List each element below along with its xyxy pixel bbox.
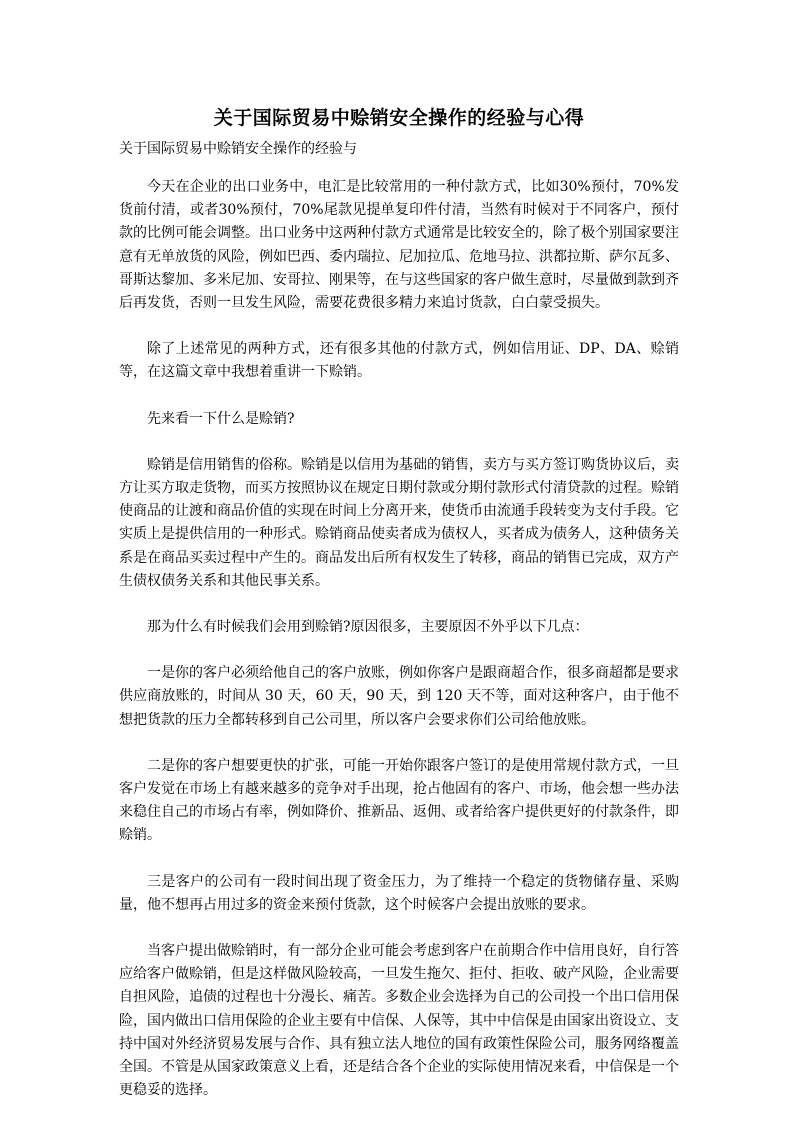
paragraph-8: 三是客户的公司有一段时间出现了资金压力，为了维持一个稳定的货物储存量、采购量，他不想再占用过多的资金来预付货款，这个时候客户会提出放账的要求。 (119, 873, 679, 913)
paragraph-2: 除了上述常见的两种方式，还有很多其他的付款方式，例如信用证、DP、DA、赊销等，在这篇文章中我想着重讲一下赊销。 (119, 341, 679, 381)
paragraph-4: 赊销是信用销售的俗称。赊销是以信用为基础的销售，卖方与买方签订购货协议后，卖方让买方取走货物，而买方按照协议在规定日期付款或分期付款形式付清贷款的过程。赊销使商品的让渡和商品价值的实现在时间上分离开来，使货币由流通手段转变为支付手段。它实质上是提供信用的一种形式。赊销商品使卖者成为债权人，买者成为债务人，这种债务关系是在商品买卖过程中产生的。商品发出后所有权发生了转移，商品的销售已完成，双方产生债权债务关系和其他民事关系。 (119, 456, 679, 589)
paragraph-3: 先来看一下什么是赊销? (147, 410, 295, 427)
document-subtitle: 关于国际贸易中赊销安全操作的经验与 (119, 141, 357, 157)
paragraph-1: 今天在企业的出口业务中，电汇是比较常用的一种付款方式，比如30%预付，70%发货前付清，或者30%预付，70%尾款见提单复印件付清，当然有时候对于不同客户，预付款的比例可能会调整。出口业务中这两种付款方式通常是比较安全的，除了极个别国家要注意有无单放货的风险，例如巴西、委内瑞拉、尼加拉瓜、危地马拉、洪都拉斯、萨尔瓦多、哥斯达黎加、多米尼加、安哥拉、刚果等，在与这些国家的客户做生意时，尽量做到款到齐后再发货，否则一旦发生风险，需要花费很多精力来追讨货款，白白蒙受损失。 (119, 179, 679, 312)
document-page (119, 104, 679, 1126)
paragraph-5: 那为什么有时候我们会用到赊销?原因很多，主要原因不外乎以下几点： (147, 619, 589, 636)
paragraph-9: 当客户提出做赊销时，有一部分企业可能会考虑到客户在前期合作中信用良好，自行答应给客户做赊销，但是这样做风险较高，一旦发生拖欠、拒付、拒收、破产风险，企业需要自担风险，追债的过程也十分漫长、痛苦。多数企业会选择为自己的公司投一个出口信用保险，国内做出口信用保险的企业主要有中信保、人保等，其中中信保是由国家出资设立、支持中国对外经济贸易发展与合作、具有独立法人地位的国有政策性保险公司，服务网络覆盖全国。不管是从国家政策意义上看，还是结合各个企业的实际使用情况来看，中信保是一个更稳妥的选择。 (119, 943, 679, 1099)
document-title: 关于国际贸易中赊销安全操作的经验与心得 (213, 107, 585, 129)
paragraph-7: 二是你的客户想要更快的扩张，可能一开始你跟客户签订的是使用常规付款方式，一旦客户发觉在市场上有越来越多的竞争对手出现，抢占他固有的客户、市场，他会想一些办法来稳住自己的市场占有率，例如降价、推新品、返佣、或者给客户提供更好的付款条件，即赊销。 (119, 757, 679, 844)
paragraph-6: 一是你的客户必须给他自己的客户放账，例如你客户是跟商超合作，很多商超都是要求供应商放账的，时间从 30 天，60 天，90 天，到 120 天不等，面对这种客户，由于他不想把货款的压力全都转移到自己公司里，所以客户会要求你们公司给他放账。 (119, 665, 679, 728)
